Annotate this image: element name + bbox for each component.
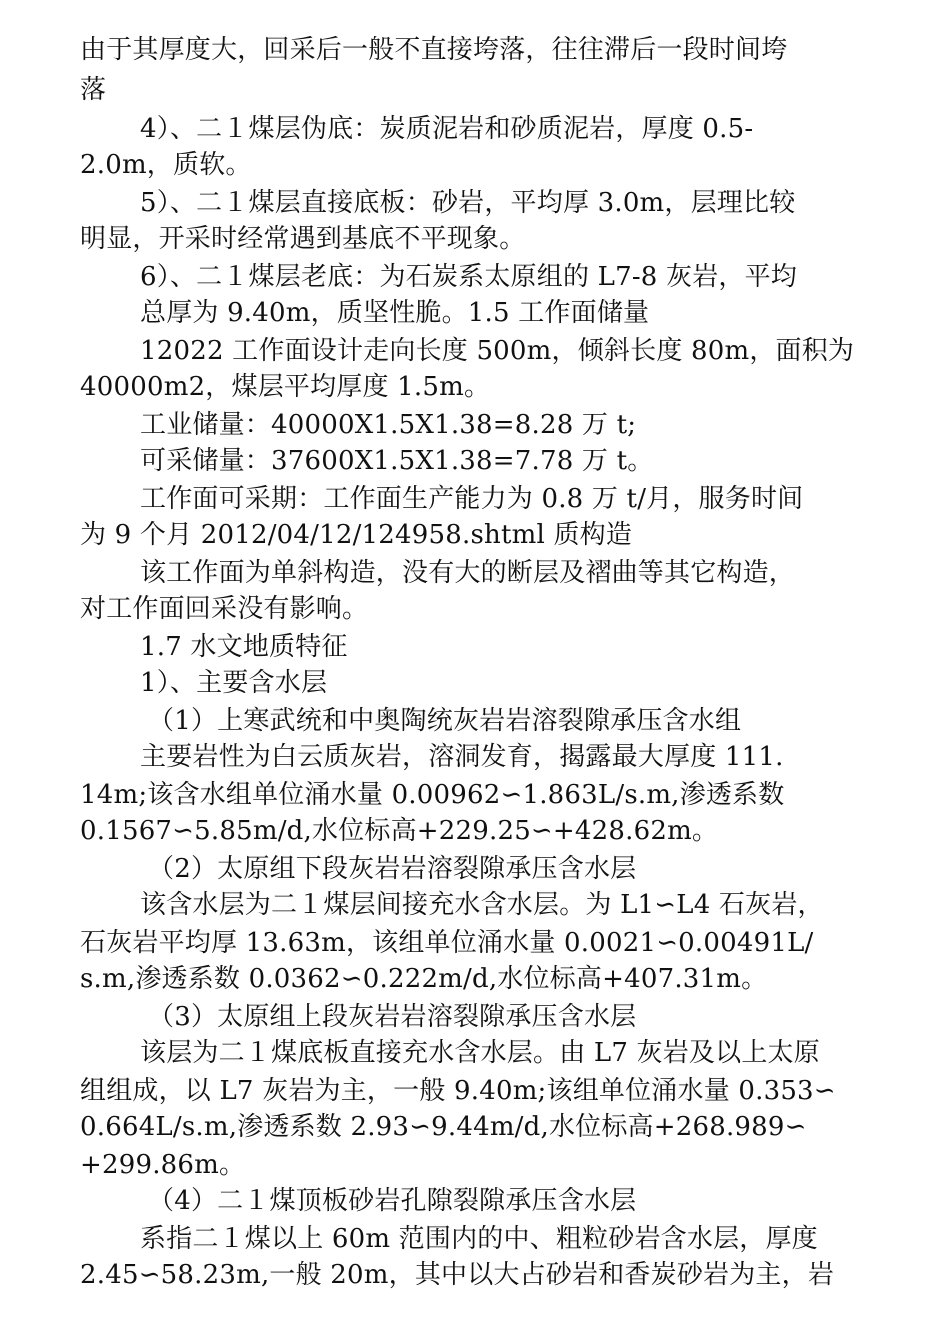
text-line: 落 [80,75,107,105]
text-line: 该层为二１煤底板直接充水含水层。由 L7 灰岩及以上太原 [140,1038,820,1068]
text-line: 工业储量：40000X1.5X1.38=8.28 万 t; [140,410,637,440]
text-line: 该含水层为二１煤层间接充水含水层。为 L1∽L4 石灰岩， [140,890,824,920]
text-line: 2.45∽58.23m,一般 20m，其中以大占砂岩和香炭砂岩为主，岩 [80,1260,835,1290]
text-line: +299.86m。 [80,1150,246,1180]
text-line: 可采储量：37600X1.5X1.38=7.78 万 t。 [140,446,654,476]
text-line: s.m,渗透系数 0.0362∽0.222m/d,水位标高+407.31m。 [80,964,768,994]
text-line: 为 9 个月 2012/04/12/124958.shtml 质构造 [80,520,633,550]
text-line: 40000m2，煤层平均厚度 1.5m。 [80,372,491,402]
text-line: 2.0m，质软。 [80,150,252,180]
text-line: 0.664L/s.m,渗透系数 2.93∽9.44m/d,水位标高+268.989∽ [80,1112,807,1142]
text-line: 5）、二１煤层直接底板：砂岩，平均厚 3.0m，层理比较 [140,188,796,218]
text-line: 14m;该含水组单位涌水量 0.00962∽1.863L/s.m,渗透系数 [80,780,785,810]
text-line: 0.1567∽5.85m/d,水位标高+229.25∽+428.62m。 [80,816,719,846]
text-line: 该工作面为单斜构造，没有大的断层及褶曲等其它构造， [140,558,796,588]
text-line: （2）太原组下段灰岩岩溶裂隙承压含水层 [148,854,637,884]
text-line: 工作面可采期：工作面生产能力为 0.8 万 t/月，服务时间 [140,484,804,514]
text-line: 对工作面回采没有影响。 [80,594,369,624]
text-line: 1.7 水文地质特征 [140,632,348,662]
text-line: 系指二１煤以上 60m 范围内的中、粗粒砂岩含水层，厚度 [140,1224,818,1254]
text-line: 明显，开采时经常遇到基底不平现象。 [80,224,526,254]
text-line: （1）上寒武统和中奥陶统灰岩岩溶裂隙承压含水组 [148,706,742,736]
text-line: 1）、主要含水层 [140,668,328,698]
text-line: 组组成，以 L7 灰岩为主，一般 9.40m;该组单位涌水量 0.353∽ [80,1076,836,1106]
text-line: （4）二１煤顶板砂岩孔隙裂隙承压含水层 [148,1186,637,1216]
text-line: 总厚为 9.40m，质坚性脆。1.5 工作面储量 [140,298,650,328]
text-line: 12022 工作面设计走向长度 500m，倾斜长度 80m，面积为 [140,336,855,366]
text-line: 4）、二１煤层伪底：炭质泥岩和砂质泥岩，厚度 0.5- [140,114,754,144]
text-line: 由于其厚度大，回采后一般不直接垮落，往往滞后一段时间垮 [80,35,788,65]
text-line: 6）、二１煤层老底：为石炭系太原组的 L7-8 灰岩，平均 [140,262,798,292]
text-line: 主要岩性为白云质灰岩，溶洞发育，揭露最大厚度 111. [140,742,784,772]
text-line: 石灰岩平均厚 13.63m，该组单位涌水量 0.0021∽0.00491L/ [80,928,814,958]
text-line: （3）太原组上段灰岩岩溶裂隙承压含水层 [148,1002,637,1032]
